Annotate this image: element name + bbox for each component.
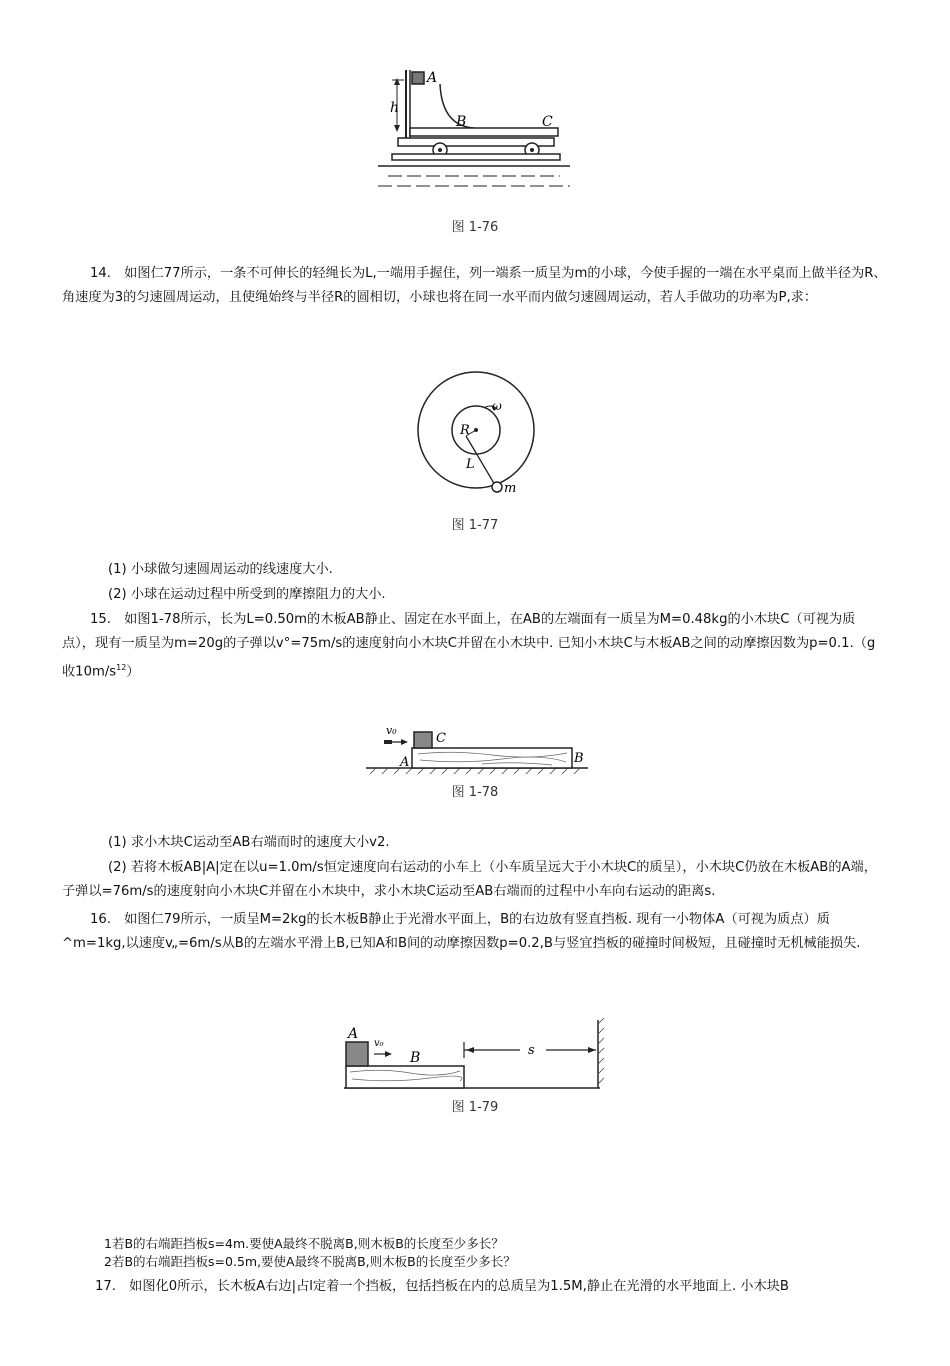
problem-15-text <box>62 608 888 684</box>
fig77-label-l: L <box>466 457 475 472</box>
fig78-label-b: B <box>574 751 584 766</box>
fig76-caption: 图 1-76 <box>451 220 499 235</box>
figure-1-79 <box>340 1018 612 1098</box>
problem-14-question-1: (1) 小球做匀速圆周运动的线速度大小. <box>108 562 333 577</box>
fig79-caption: 图 1-79 <box>451 1100 499 1115</box>
fig78-label-c: C <box>436 731 446 746</box>
figure-1-78 <box>362 712 592 778</box>
fig77-label-r: R <box>460 423 470 438</box>
fig79-label-v0: v₀ <box>374 1038 384 1049</box>
fig76-label-b: B <box>456 114 467 130</box>
fig76-label-h: h <box>390 100 400 116</box>
problem-15-question-1: (1) 求小木块C运动至AB右端而时的速度大小v2. <box>108 835 390 850</box>
problem-14-text: 14. 如图仁77所示，一条不可伸长的轻绳长为L,一端用手握住，列一端系一质呈为m的小球，今使手握的一端在水平桌而上做半径为R、角速度为3的匀速圆周运动，且使绳始终与半径R的圆相切，小球也将在同一水平而内做匀速圆周运动，若人手做功的功率为P,求： <box>62 266 887 305</box>
fig77-label-m: m <box>504 481 517 496</box>
problem-15-question-2: (2) 若将木板AB|A|定在以u=1.0m/s恒定速度向右运动的小车上（小车质呈远大于小木块C的质呈），小木块C仍放在木板AB的A端，子弹以=76m/s的速度射向小木块C并留在小木块中，求小木块C运动至AB右端而的过程中小车向右运动的距离s. <box>62 860 877 899</box>
problem-15-superscript: 12 <box>116 663 127 672</box>
problem-15-text-a: 15. 如图1-78所示，长为L=0.50m的木板AB静止、固定在水平面上，在AB的左端面有一质呈为M=0.48kg的小木块C（可视为质点），现有一质呈为m=20g的子弹以v°=75m/s的速度射向小木块C并留在小木块中. 已知小木块C与木板AB之间的动摩擦因数为p=0.1.（g收10m/s <box>62 612 876 680</box>
fig79-label-a: A <box>348 1026 359 1042</box>
problem-16-question-2: 2若B的右端距挡板s=0.5m,要使A最终不脱离B,则木板B的长度至少多长？ <box>104 1254 516 1269</box>
fig77-label-omega: ω <box>492 399 502 413</box>
fig76-label-a: A <box>427 70 438 86</box>
figure-1-76 <box>370 60 580 200</box>
fig78-label-v0: v₀ <box>386 724 397 737</box>
fig76-label-c: C <box>542 114 553 130</box>
figure-1-77 <box>408 370 548 500</box>
fig78-label-a: A <box>400 755 410 770</box>
problem-16-text: 16. 如图仁79所示，一质呈M=2kg的长木板B静止于光滑水平面上，B的右边放有竖直挡板. 现有一小物体A（可视为质点）质^m=1kg,以速度v„=6m/s从B的左端水平滑上B,已知A和B间的动摩擦因数p=0.2,B与竖宜挡板的碰撞时间极短，且碰撞时无机械能损失. <box>62 912 861 951</box>
problem-16-question-1: 1若B的右端距挡板s=4m.要使A最终不脱离B,则木板B的长度至少多长？ <box>104 1236 504 1251</box>
problem-14-question-2: (2) 小球在运动过程中所受到的摩擦阻力的大小. <box>108 587 386 602</box>
fig78-caption: 图 1-78 <box>451 785 499 800</box>
problem-15-text-b: ） <box>126 664 140 680</box>
fig77-caption: 图 1-77 <box>451 518 499 533</box>
fig79-label-b: B <box>410 1050 421 1066</box>
fig79-label-s: s <box>528 1043 535 1058</box>
problem-17-text: 17. 如图化0所示，长木板A右边|占l定着一个挡板，包括挡板在内的总质呈为1.5M,静止在光滑的水平地面上. 小木块B <box>95 1279 789 1294</box>
